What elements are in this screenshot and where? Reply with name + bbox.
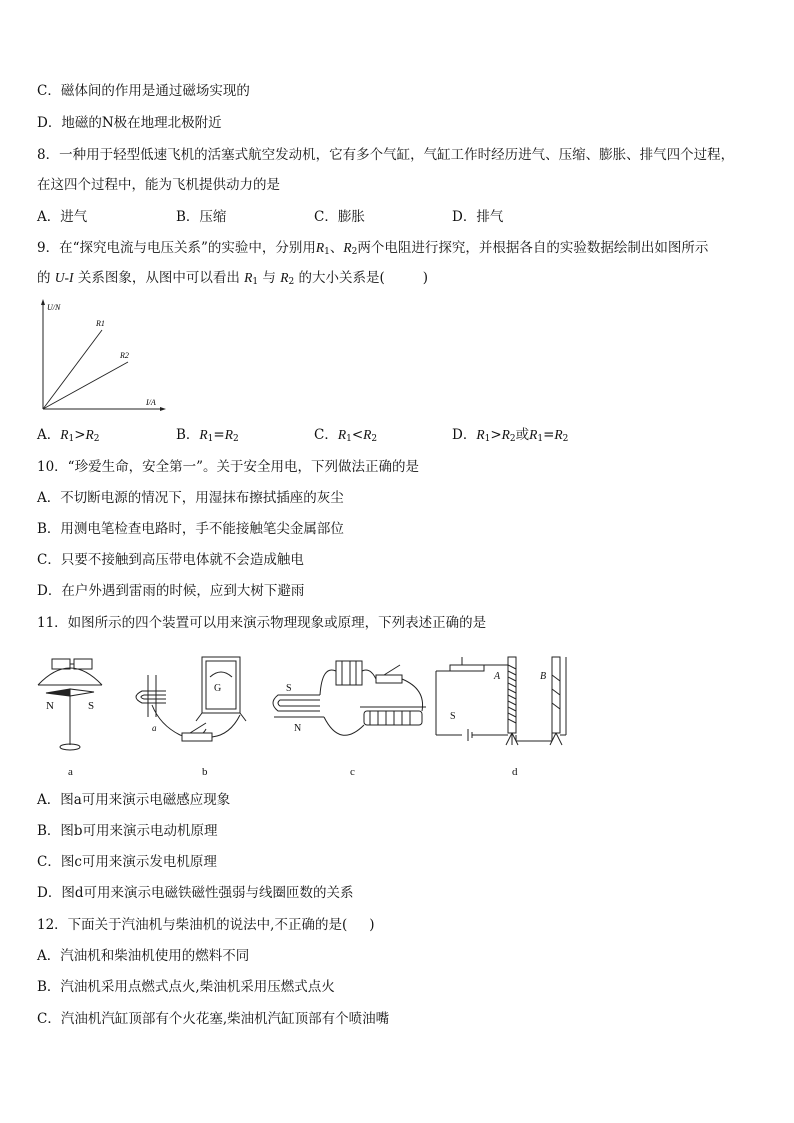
svg-text:a: a bbox=[152, 723, 157, 733]
figure-c-n-label: N bbox=[294, 723, 302, 734]
q12-stem: 12．下面关于汽油机与柴油机的说法中,不正确的是( ) bbox=[37, 917, 375, 933]
q9-graph-label-r1: R1 bbox=[96, 319, 105, 328]
q8-stem-line1: 8．一种用于轻型低速飞机的活塞式航空发动机，它有多个气缸，气缸工作时经历进气、压缩、膨胀、排气四个过程， bbox=[37, 147, 735, 163]
q8-option-d: D．排气 bbox=[452, 209, 504, 225]
q9-stem-line2: 的 U-I 关系图象，从图中可以看出 $R_1$ 与 $R_2$ 的大小关系是( ) bbox=[37, 270, 429, 287]
q9-graph-line-r2 bbox=[43, 362, 128, 409]
q8-option-b: B．压缩 bbox=[176, 209, 227, 225]
q11-option-a: A．图a可用来演示电磁感应现象 bbox=[37, 792, 231, 808]
q10-stem: 10．“珍爱生命，安全第一”。关于安全用电，下列做法正确的是 bbox=[37, 459, 419, 475]
figure-a-compass bbox=[38, 659, 102, 750]
q8-option-c: C．膨胀 bbox=[314, 209, 365, 225]
figure-a-n-label: N bbox=[46, 700, 54, 712]
figure-a-caption: a bbox=[68, 766, 73, 778]
q9-graph-ylabel: U/N bbox=[47, 303, 61, 312]
q9-options bbox=[37, 425, 757, 445]
q10-option-d: D．在户外遇到雷雨的时候，应到大树下避雨 bbox=[37, 583, 305, 599]
figure-b-caption: b bbox=[202, 766, 208, 778]
figure-b-galvanometer bbox=[136, 657, 246, 741]
q11-stem: 11．如图所示的四个装置可以用来演示物理现象或原理，下列表述正确的是 bbox=[37, 615, 487, 631]
q11-option-b: B．图b可用来演示电动机原理 bbox=[37, 823, 218, 839]
q10-option-c: C．只要不接触到高压带电体就不会造成触电 bbox=[37, 552, 304, 568]
q10-option-a: A．不切断电源的情况下，用湿抹布擦拭插座的灰尘 bbox=[37, 490, 344, 506]
q10-option-b: B．用测电笔检查电路时，手不能接触笔尖金属部位 bbox=[37, 521, 344, 537]
q8-stem-line2: 在这四个过程中，能为飞机提供动力的是 bbox=[37, 177, 280, 193]
q11-apparatus-figures bbox=[30, 645, 590, 785]
figure-c-s-label: S bbox=[286, 683, 292, 694]
figure-c-motor-circuit bbox=[273, 661, 426, 735]
q7-option-d: D．地磁的N极在地理北极附近 bbox=[37, 115, 222, 131]
q9-ui-graph bbox=[30, 296, 170, 416]
q11-option-d: D．图d可用来演示电磁铁磁性强弱与线圈匝数的关系 bbox=[37, 885, 354, 901]
q9-graph-xlabel: I/A bbox=[146, 398, 156, 407]
figure-d-caption: d bbox=[512, 766, 518, 778]
q11-option-c: C．图c可用来演示发电机原理 bbox=[37, 854, 217, 870]
figure-d-b-label: B bbox=[540, 671, 547, 682]
figure-d-a-label: A bbox=[494, 671, 501, 682]
q9-option-a: A．$R_1>R_2$ bbox=[37, 427, 100, 444]
figure-a-s-label: S bbox=[88, 700, 95, 712]
figure-c-caption: c bbox=[350, 766, 355, 778]
q9-graph-line-r1 bbox=[43, 330, 102, 409]
q9-stem-line1: 9．在“探究电流与电压关系”的实验中，分别用$R_1$、$R_2$两个电阻进行探究，并根据各自的实验数据绘制出如图所示 bbox=[37, 240, 709, 257]
q9-graph-label-r2: R2 bbox=[120, 351, 129, 360]
q12-option-a: A．汽油机和柴油机使用的燃料不同 bbox=[37, 948, 250, 964]
figure-d-electromagnets bbox=[436, 657, 566, 745]
q9-option-c: C．$R_1<R_2$ bbox=[314, 427, 378, 444]
figure-b-g-label: G bbox=[214, 683, 222, 694]
q12-option-c: C．汽油机汽缸顶部有个火花塞,柴油机汽缸顶部有个喷油嘴 bbox=[37, 1011, 390, 1027]
q8-option-a: A．进气 bbox=[37, 209, 88, 225]
q9-option-b: B．$R_1=R_2$ bbox=[176, 427, 239, 444]
q9-option-d: D．$R_1>R_2$或$R_1=R_2$ bbox=[452, 427, 569, 444]
q12-option-b: B．汽油机采用点燃式点火,柴油机采用压燃式点火 bbox=[37, 979, 335, 995]
svg-text:S: S bbox=[450, 711, 456, 722]
q7-option-c: C．磁体间的作用是通过磁场实现的 bbox=[37, 83, 250, 99]
q8-options bbox=[37, 207, 757, 227]
